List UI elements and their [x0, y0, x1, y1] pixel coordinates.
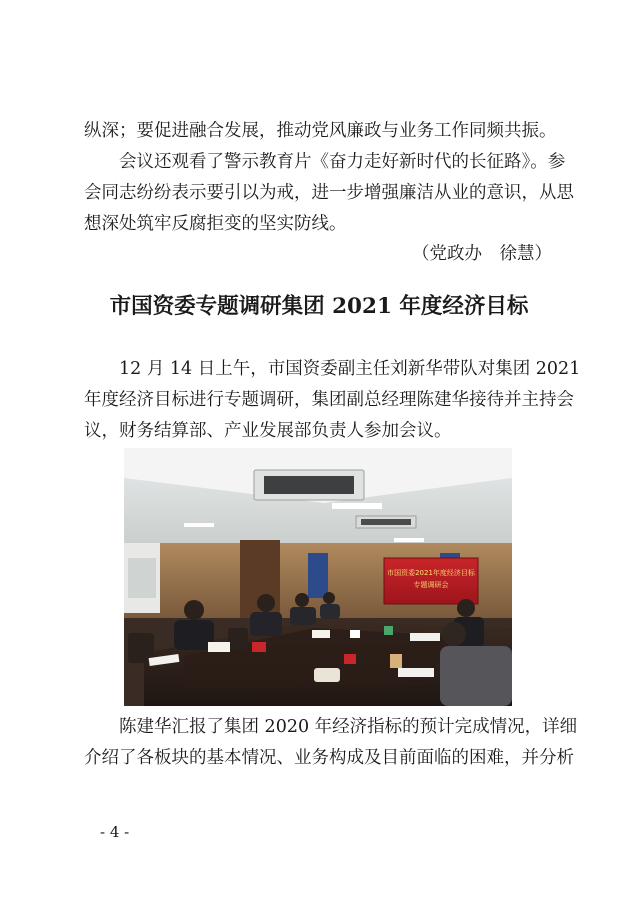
paragraph-line: 会议还观看了警示教育片《奋力走好新时代的长征路》。参: [84, 152, 566, 172]
paragraph-line: 会同志纷纷表示要引以为戒，进一步增强廉洁从业的意识，从思: [84, 183, 574, 203]
page-number: - 4 -: [100, 823, 130, 841]
paragraph-line: 介绍了各板块的基本情况、业务构成及目前面临的困难，并分析: [84, 748, 574, 768]
screen-text: 专题调研会: [413, 581, 449, 589]
paragraph-line: 纵深；要促进融合发展，推动党风廉政与业务工作同频共振。: [84, 121, 557, 141]
article-title: 市国资委专题调研集团 2021 年度经济目标: [109, 294, 529, 319]
paragraph-line: 想深处筑牢反腐拒变的坚实防线。: [84, 214, 347, 234]
author-signature: （党政办 徐慧）: [412, 244, 552, 264]
meeting-photo: [124, 448, 512, 706]
screen-text: 市国资委2021年度经济目标: [387, 569, 475, 577]
paragraph-line: 陈建华汇报了集团 2020 年经济指标的预计完成情况，详细: [84, 717, 578, 737]
paragraph-line: 12 月 14 日上午，市国资委副主任刘新华带队对集团 2021: [84, 359, 581, 379]
paragraph-line: 年度经济目标进行专题调研，集团副总经理陈建华接待并主持会: [84, 390, 574, 410]
paragraph-line: 议，财务结算部、产业发展部负责人参加会议。: [84, 421, 452, 441]
